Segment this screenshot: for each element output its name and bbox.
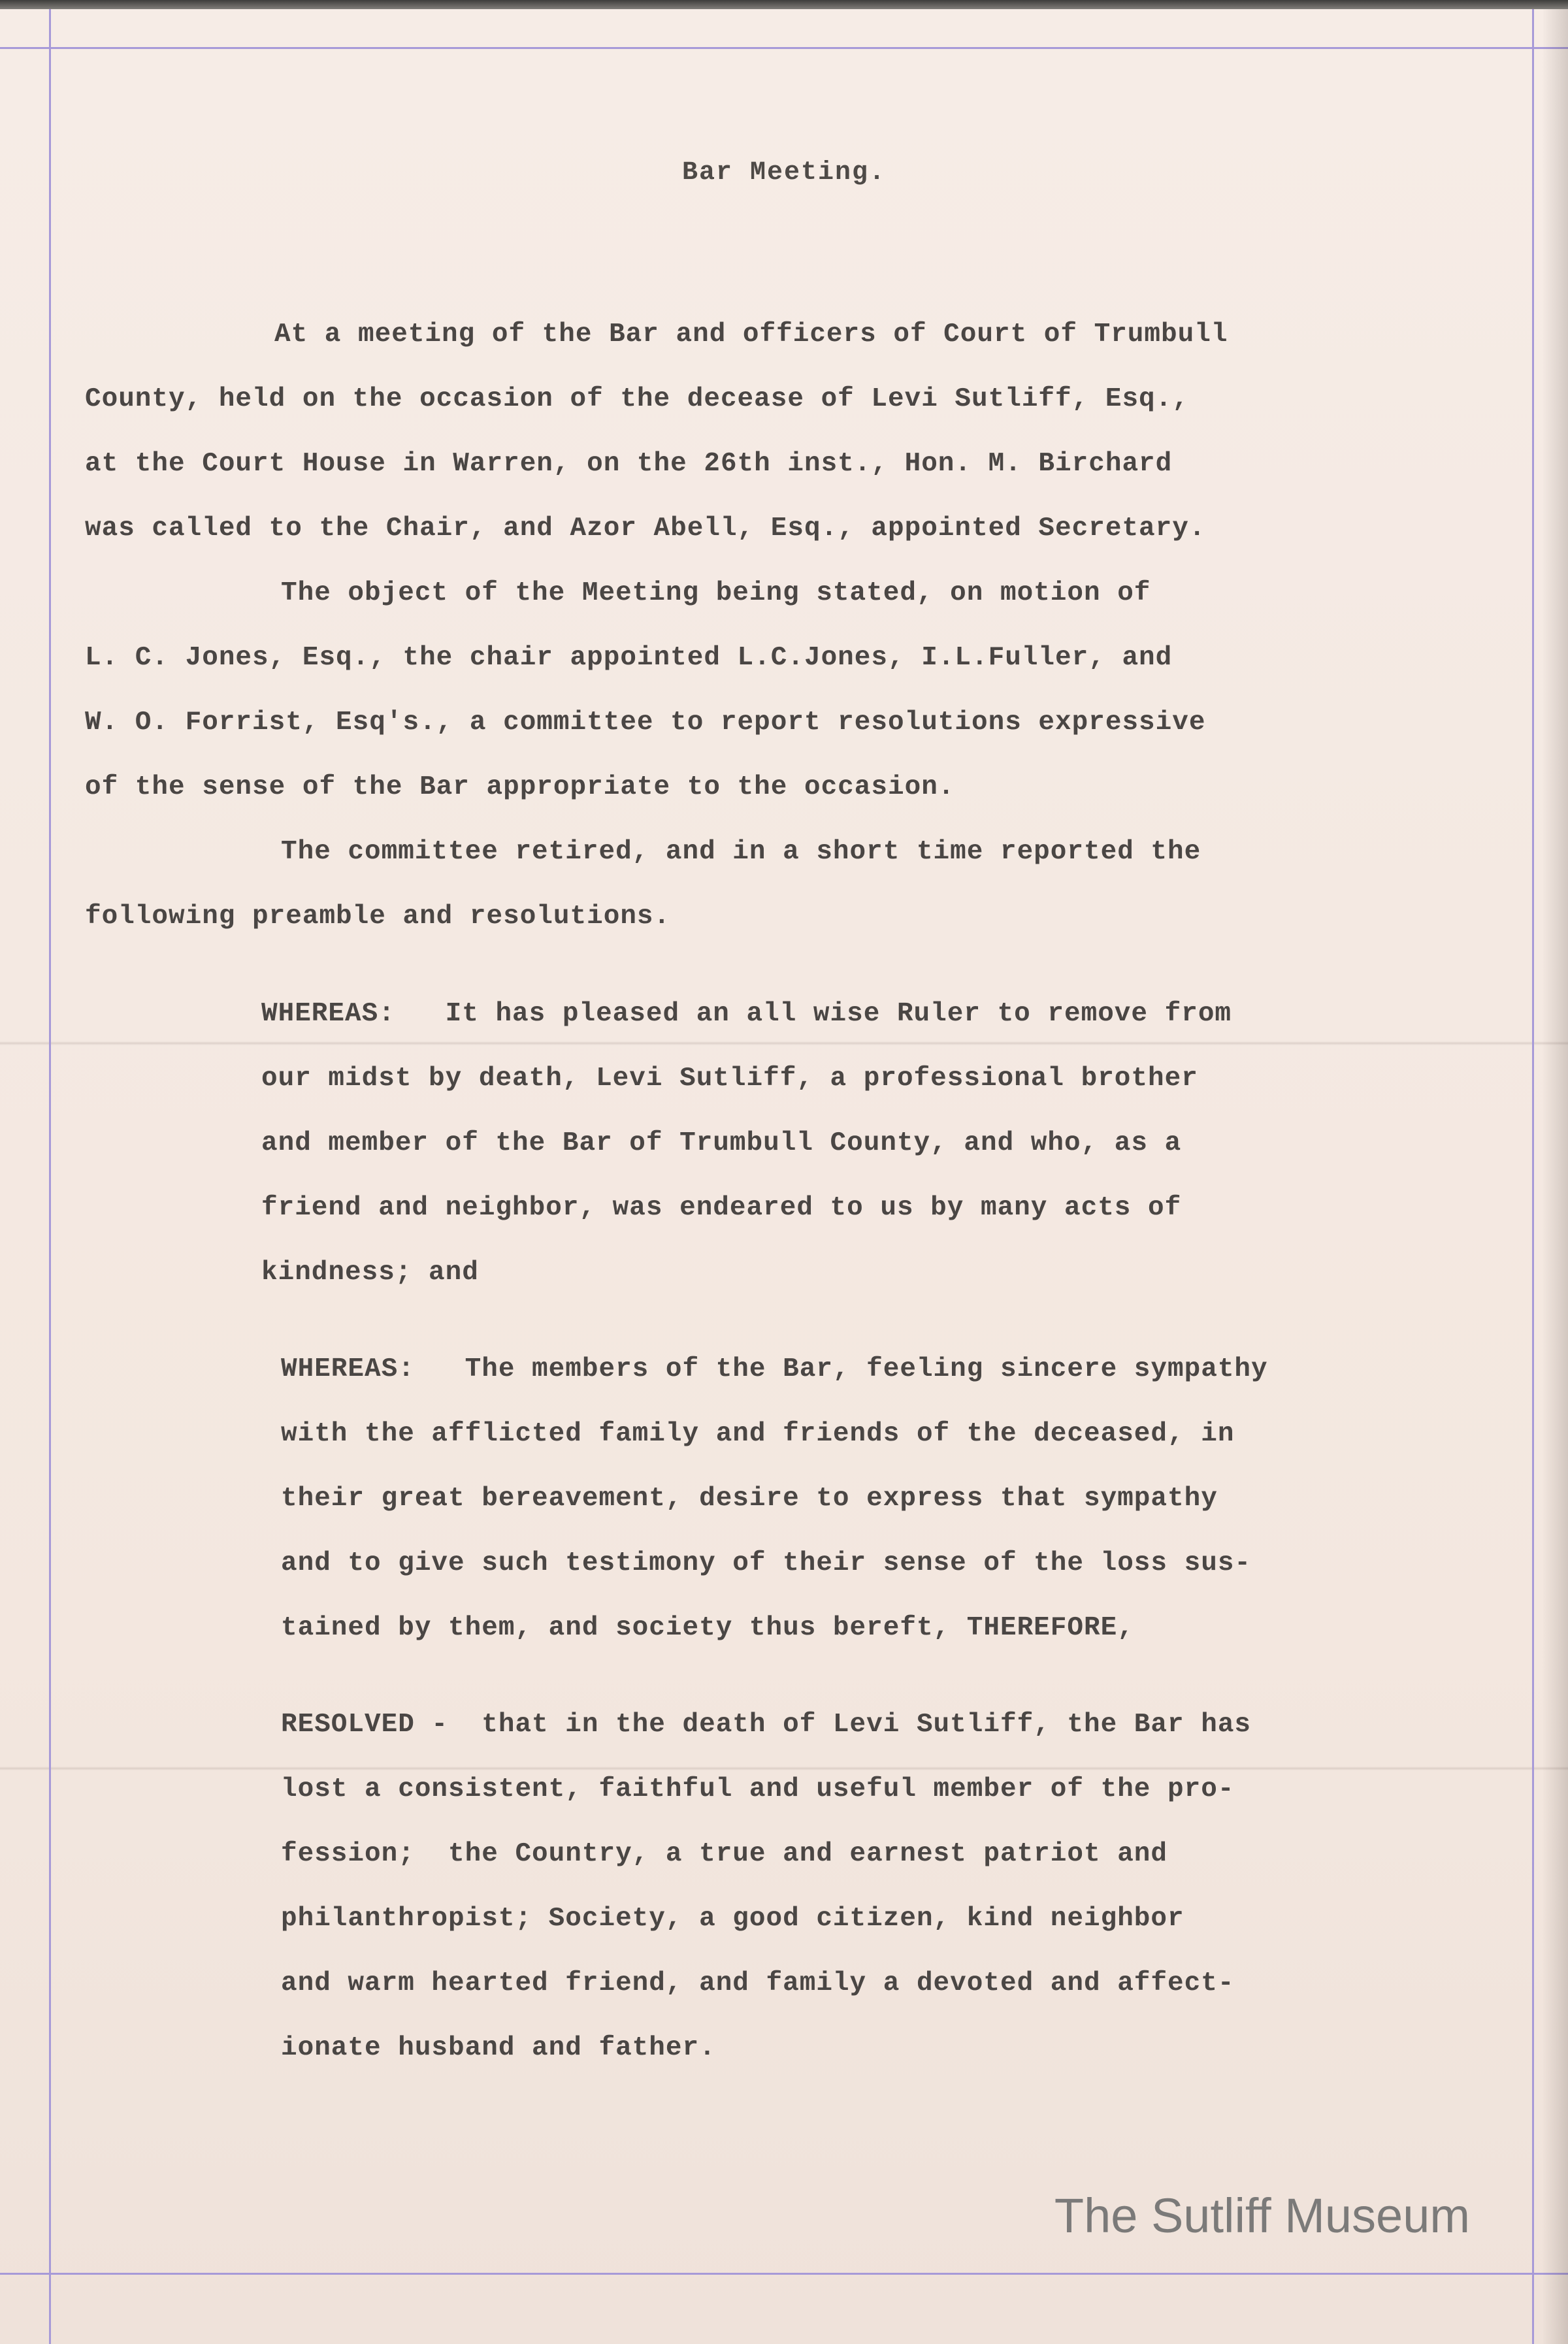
paragraph-line: L. C. Jones, Esq., the chair appointed L.C.Jones, I.L.Fuller, and bbox=[85, 643, 1173, 673]
margin-rule-left bbox=[49, 9, 51, 2344]
paragraph-line: County, held on the occasion of the decease of Levi Sutliff, Esq., bbox=[85, 384, 1189, 414]
resolved-line: RESOLVED - that in the death of Levi Sutliff, the Bar has bbox=[281, 1710, 1252, 1740]
fold-crease bbox=[0, 1041, 1568, 1045]
whereas-line: friend and neighbor, was endeared to us by many acts of bbox=[261, 1193, 1182, 1223]
paragraph-line: was called to the Chair, and Azor Abell, Esq., appointed Secretary. bbox=[85, 513, 1206, 544]
whereas-line: our midst by death, Levi Sutliff, a professional brother bbox=[261, 1064, 1198, 1094]
resolved-line: fession; the Country, a true and earnest patriot and bbox=[281, 1839, 1168, 1869]
resolved-line: and warm hearted friend, and family a devoted and affect- bbox=[281, 1968, 1235, 1998]
page-edge-shadow bbox=[1542, 9, 1568, 2344]
whereas-line: kindness; and bbox=[261, 1258, 479, 1288]
paragraph-line: at the Court House in Warren, on the 26th inst., Hon. M. Birchard bbox=[85, 449, 1173, 479]
whereas-line: with the afflicted family and friends of the deceased, in bbox=[281, 1419, 1235, 1449]
resolved-line: ionate husband and father. bbox=[281, 2033, 716, 2063]
paragraph-line: W. O. Forrist, Esq's., a committee to report resolutions expressive bbox=[85, 708, 1206, 738]
whereas-line: WHEREAS: It has pleased an all wise Ruler to remove from bbox=[261, 999, 1232, 1029]
paragraph-line: of the sense of the Bar appropriate to the occasion. bbox=[85, 772, 955, 802]
resolved-line: lost a consistent, faithful and useful member of the pro- bbox=[281, 1774, 1235, 1804]
whereas-line: their great bereavement, desire to express that sympathy bbox=[281, 1484, 1218, 1514]
document-heading: Bar Meeting. bbox=[681, 158, 887, 187]
whereas-line: tained by them, and society thus bereft, THEREFORE, bbox=[281, 1613, 1134, 1643]
margin-rule-top bbox=[0, 47, 1568, 49]
paragraph-line: At a meeting of the Bar and officers of Court of Trumbull bbox=[274, 319, 1228, 350]
scan-top-edge bbox=[0, 0, 1568, 9]
whereas-line: and to give such testimony of their sense of the loss sus- bbox=[281, 1548, 1252, 1578]
whereas-line: WHEREAS: The members of the Bar, feeling sincere sympathy bbox=[281, 1354, 1268, 1384]
paragraph-line: The committee retired, and in a short time reported the bbox=[281, 837, 1201, 867]
museum-watermark: The Sutliff Museum bbox=[1054, 2189, 1470, 2243]
whereas-line: and member of the Bar of Trumbull County, and who, as a bbox=[261, 1128, 1182, 1158]
margin-rule-right bbox=[1532, 9, 1534, 2344]
paragraph-line: The object of the Meeting being stated, on motion of bbox=[281, 578, 1151, 608]
document-page bbox=[0, 9, 1568, 2344]
resolved-line: philanthropist; Society, a good citizen, kind neighbor bbox=[281, 1904, 1184, 1934]
margin-rule-bottom bbox=[0, 2273, 1568, 2275]
paragraph-line: following preamble and resolutions. bbox=[85, 902, 671, 932]
fold-crease bbox=[0, 1766, 1568, 1770]
